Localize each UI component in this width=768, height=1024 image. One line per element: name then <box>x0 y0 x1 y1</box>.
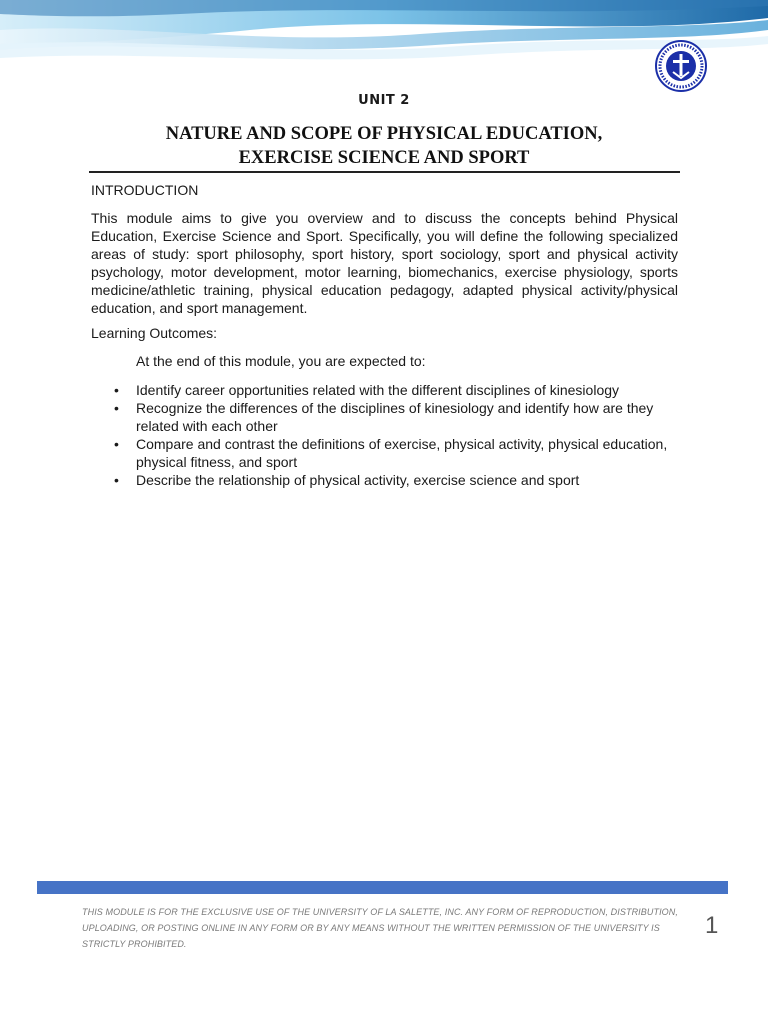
university-seal-icon <box>655 40 707 92</box>
header-wave-decoration <box>0 0 768 80</box>
learning-outcomes-lead: At the end of this module, you are expected to: <box>136 353 426 369</box>
title-divider <box>89 171 680 173</box>
introduction-paragraph: This module aims to give you overview and to discuss the concepts behind Physical Education, Exercise Science and Sport. Specifically, you will define the following specialized areas of study: sport philosophy, sport history, sport sociology, sport and physical activity psychology, motor development, motor learning, biomechanics, exercise physiology, sports medicine/athletic training, physical education pedagogy, adapted physical activity/physical education, and sport management. <box>91 210 678 316</box>
footer-copyright-notice: THIS MODULE IS FOR THE EXCLUSIVE USE OF THE UNIVERSITY OF LA SALETTE, INC. ANY FORM OF REPRODUCTION, DISTRIBUTION, UPLOADING, OR POSTING ONLINE IN ANY FORM OR BY ANY MEANS WITHOUT THE WRITTEN PERMISSION OF THE UNIVERSITY IS STRICTLY PROHIBITED. <box>82 907 678 949</box>
list-item: • Describe the relationship of physical activity, exercise science and sport <box>136 471 676 489</box>
learning-outcomes-list <box>136 381 676 489</box>
unit-label: UNIT 2 <box>358 93 410 108</box>
list-item: • Identify career opportunities related with the different disciplines of kinesiology <box>136 381 676 399</box>
page-number: 1 <box>705 912 719 939</box>
title-line-2: EXERCISE SCIENCE AND SPORT <box>238 148 530 168</box>
list-item: • Recognize the differences of the disciplines of kinesiology and identify how are they related with each other <box>136 399 676 435</box>
page-title <box>0 122 768 170</box>
title-line-1: NATURE AND SCOPE OF PHYSICAL EDUCATION, <box>165 124 603 144</box>
learning-outcomes-heading: Learning Outcomes: <box>91 325 218 341</box>
footer-bar <box>37 881 728 894</box>
introduction-heading: INTRODUCTION <box>91 182 199 198</box>
list-item: • Compare and contrast the definitions of exercise, physical activity, physical education, physical fitness, and sport <box>136 435 676 471</box>
